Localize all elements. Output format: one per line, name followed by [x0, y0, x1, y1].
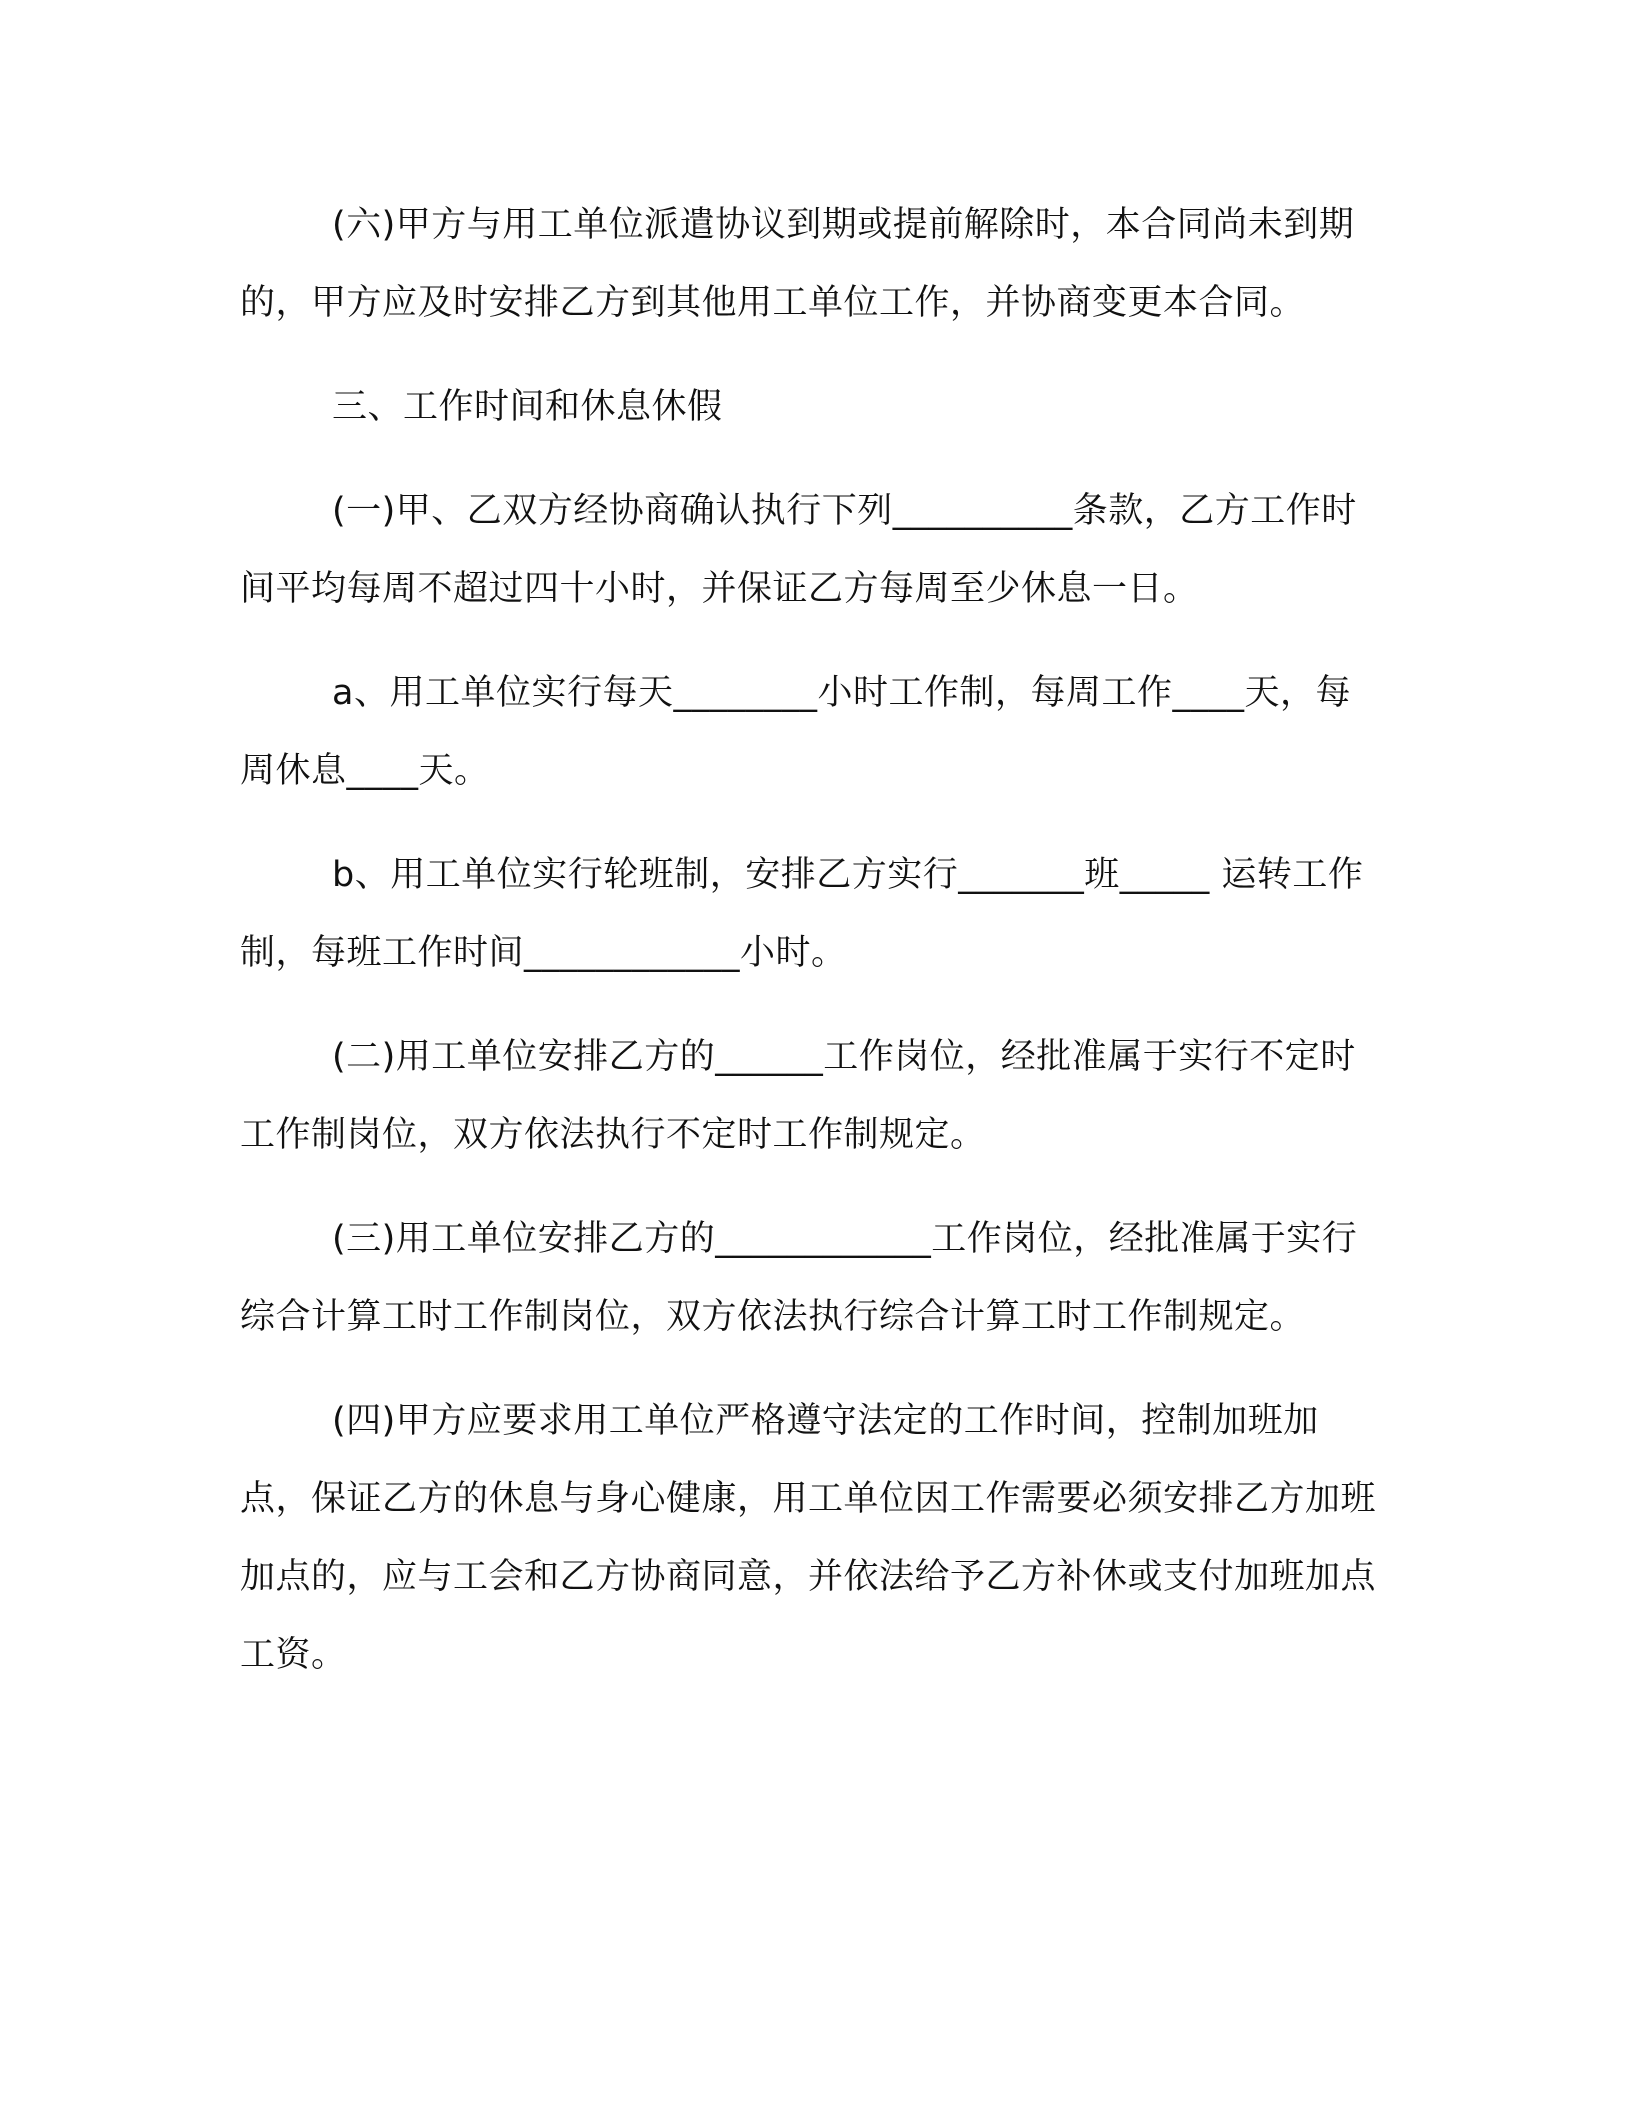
paragraph-a-standard-hours: a、用工单位实行每天________小时工作制，每周工作____天，每周休息____天。	[240, 673, 1351, 791]
paragraph-4-overtime: (四)甲方应要求用工单位严格遵守法定的工作时间，控制加班加点，保证乙方的休息与身心健康，用工单位因工作需要必须安排乙方加班加点的，应与工会和乙方协商同意，并依法给予乙方补休或支付加班加点工资。	[240, 1401, 1377, 1675]
paragraph-3-comprehensive-hours: (三)用工单位安排乙方的____________工作岗位，经批准属于实行综合计算工时工作制岗位，双方依法执行综合计算工时工作制规定。	[240, 1219, 1358, 1337]
document-body	[240, 186, 1380, 1720]
paragraph-2-flexible-hours: (二)用工单位安排乙方的______工作岗位，经批准属于实行不定时工作制岗位，双方依法执行不定时工作制规定。	[240, 1037, 1356, 1155]
paragraph-b-shift-system: b、用工单位实行轮班制，安排乙方实行_______班_____ 运转工作制，每班工作时间____________小时。	[240, 855, 1364, 973]
paragraph-6-dispatch-expiry: (六)甲方与用工单位派遣协议到期或提前解除时，本合同尚未到期的，甲方应及时安排乙方到其他用工单位工作，并协商变更本合同。	[240, 205, 1355, 323]
paragraph-1-work-schedule: (一)甲、乙双方经协商确认执行下列__________条款，乙方工作时间平均每周不超过四十小时，并保证乙方每周至少休息一日。	[240, 491, 1357, 609]
section-heading-work-hours: 三、工作时间和休息休假	[332, 387, 723, 427]
